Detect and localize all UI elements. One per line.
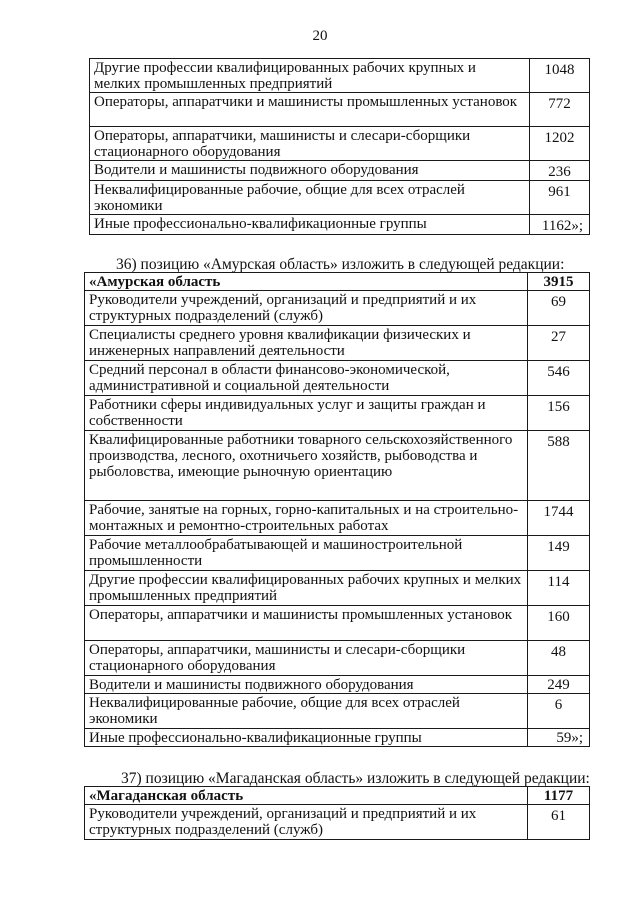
occupation-value: 27: [528, 326, 590, 361]
occupation-label: Иные профессионально-квалификационные группы: [90, 215, 530, 235]
occupation-value: 149: [528, 536, 590, 571]
table-row: [85, 291, 590, 326]
occupation-label: Водители и машинисты подвижного оборудования: [85, 676, 528, 694]
region-header-row: [85, 273, 590, 291]
occupation-value: 1202: [530, 127, 590, 161]
occupation-label: Иные профессионально-квалификационные группы: [85, 729, 528, 747]
occupation-value: 156: [528, 396, 590, 431]
occupation-value: 1744: [528, 501, 590, 536]
region-total: 3915: [528, 273, 590, 291]
occupation-value: 249: [528, 676, 590, 694]
table-row: [85, 606, 590, 641]
occupation-label: Другие профессии квалифицированных рабочих крупных и мелких промышленных предприятий: [85, 571, 528, 606]
occupation-label: Квалифицированные работники товарного сельскохозяйственного производства, лесного, охотничьего хозяйств, рыбоводства и рыболовства, имеющие рыночную ориентацию: [85, 431, 528, 501]
occupation-value: 61: [528, 805, 590, 840]
table-row: [90, 59, 590, 93]
region-header-row: [85, 787, 590, 805]
occupation-label: Специалисты среднего уровня квалификации физических и инженерных направлений деятельности: [85, 326, 528, 361]
occupation-value: 69: [528, 291, 590, 326]
occupation-label: Водители и машинисты подвижного оборудования: [90, 161, 530, 181]
occupation-label: Работники сферы индивидуальных услуг и защиты граждан и собственности: [85, 396, 528, 431]
occupation-value: 160: [528, 606, 590, 641]
occupation-value: 236: [530, 161, 590, 181]
occupation-label: Другие профессии квалифицированных рабочих крупных и мелких промышленных предприятий: [90, 59, 530, 93]
table-row: [90, 93, 590, 127]
occupation-label: Неквалифицированные рабочие, общие для всех отраслей экономики: [85, 694, 528, 729]
occupation-value: 588: [528, 431, 590, 501]
occupation-value: 546: [528, 361, 590, 396]
table-row: [85, 641, 590, 676]
occupation-value: 48: [528, 641, 590, 676]
table-row: [85, 396, 590, 431]
table-row: [85, 361, 590, 396]
occupation-label: Операторы, аппаратчики и машинисты промышленных установок: [85, 606, 528, 641]
occupation-value: 1162»;: [530, 215, 590, 235]
occupation-label: Рабочие металлообрабатывающей и машиностроительной промышленности: [85, 536, 528, 571]
table-row: [90, 215, 590, 235]
region-name: «Магаданская область: [85, 787, 528, 805]
table-row: [85, 571, 590, 606]
magadan-region-table: [84, 786, 590, 840]
table-row: [85, 326, 590, 361]
table-row: [90, 127, 590, 161]
occupation-label: Операторы, аппаратчики, машинисты и слесари-сборщики стационарного оборудования: [85, 641, 528, 676]
occupation-label: Неквалифицированные рабочие, общие для всех отраслей экономики: [90, 181, 530, 215]
section-36-intro: 36) позицию «Амурская область» изложить в следующей редакции:: [116, 256, 565, 273]
region-total: 1177: [528, 787, 590, 805]
section-37-intro: 37) позицию «Магаданская область» изложить в следующей редакции:: [121, 770, 590, 787]
occupation-value: 114: [528, 571, 590, 606]
occupation-value: 772: [530, 93, 590, 127]
occupation-value: 1048: [530, 59, 590, 93]
occupation-label: Руководители учреждений, организаций и предприятий и их структурных подразделений (служб): [85, 291, 528, 326]
occupation-label: Операторы, аппаратчики, машинисты и слесари-сборщики стационарного оборудования: [90, 127, 530, 161]
table-row: [85, 536, 590, 571]
occupation-value: 6: [528, 694, 590, 729]
table-row: [90, 161, 590, 181]
table-row: [85, 431, 590, 501]
table-row: [85, 729, 590, 747]
amur-region-table: [84, 272, 590, 747]
table-row: [85, 694, 590, 729]
occupation-label: Средний персонал в области финансово-экономической, административной и социальной деятельности: [85, 361, 528, 396]
occupation-label: Руководители учреждений, организаций и предприятий и их структурных подразделений (служб): [85, 805, 528, 840]
occupation-label: Рабочие, занятые на горных, горно-капитальных и на строительно-монтажных и ремонтно-строительных работах: [85, 501, 528, 536]
occupation-value: 961: [530, 181, 590, 215]
table-row: [85, 676, 590, 694]
occupation-value: 59»;: [528, 729, 590, 747]
page-number: 20: [312, 28, 328, 44]
table-row: [85, 805, 590, 840]
table-row: [85, 501, 590, 536]
table-row: [90, 181, 590, 215]
occupation-label: Операторы, аппаратчики и машинисты промышленных установок: [90, 93, 530, 127]
continued-occupation-table: [89, 58, 590, 235]
region-name: «Амурская область: [85, 273, 528, 291]
